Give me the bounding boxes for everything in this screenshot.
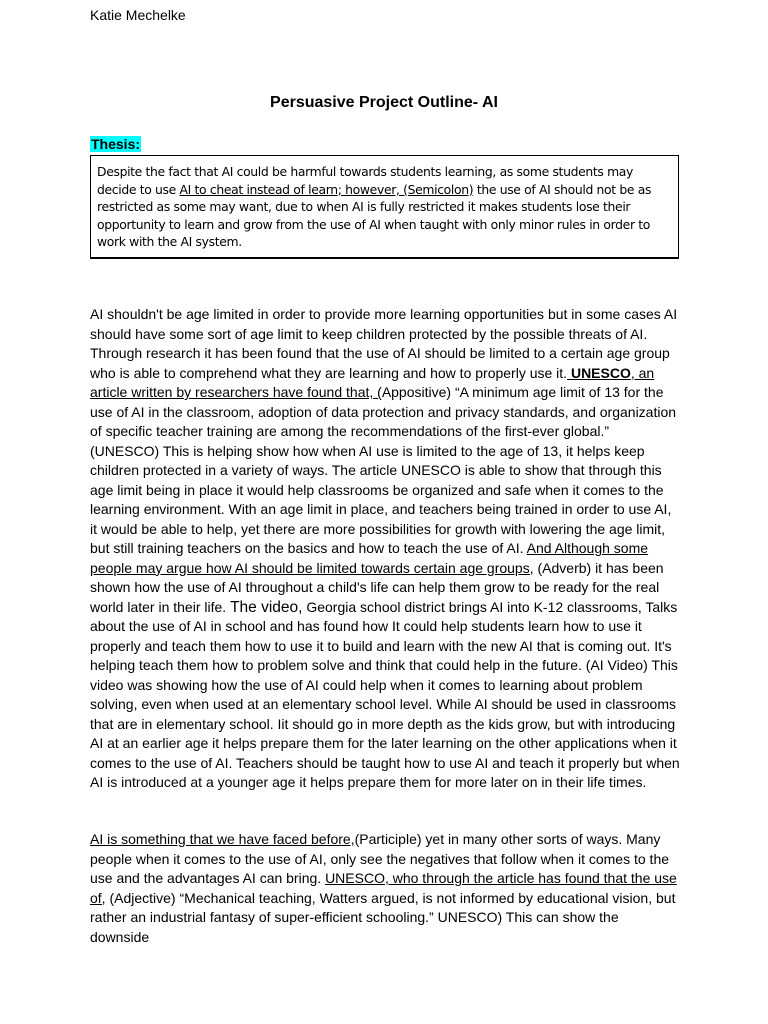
thesis-text: the use of AI should not be as restricted as some may want, due to when AI is fully restricted it makes students lose their opportunity to learn and grow from the use of AI when taught with only minor rules in order to work with the AI system.: [97, 181, 652, 250]
paragraph-text: Appositive) “A minimum age limit of 13 for the use of AI in the classroom, adoption of data protection and privacy standards, and organization of specific teacher training are among the recommendations of the first-ever global.” (UNESCO) This is helping show how when AI use is limited to the age of 13, it helps keep children protected in a variety of ways. The article UNESCO is able to show that through this age limit being in place it would help classrooms be organized and safe when it comes to the learning environment. With an age limit in place, and teachers being trained in order to use AI, it would be able to help, yet there are more possibilities for growth with lowering the age limit, but still training teachers on the basics and how to teach the use of AI.: [90, 384, 677, 556]
underlined-text: UNESCO, who through the article has found that the use of,: [90, 870, 677, 906]
underlined-source: UNESCO: [567, 364, 631, 381]
author-name: Katie Mechelke: [90, 7, 186, 23]
underlined-text: AI is something that we have faced before,: [90, 831, 355, 847]
paragraph-text: (Adverb) it has been shown how the use of AI throughout a child's life can help them grow to be ready for the real world later in their life.: [90, 559, 664, 615]
underlined-text: And Although some people may argue how AI should be limited towards certain age groups,: [90, 540, 649, 576]
thesis-text: Despite the fact that AI could be harmful towards students learning, as some students may decide to use: [97, 164, 634, 197]
paragraph-text: AI shouldn't be age limited in order to provide more learning opportunities but in some cases AI should have some sort of age limit to keep children protected by the possible threats of AI. Through research it has been found that the use of AI should be limited to a certain age group who is able to comprehend what they are learning and how to properly use it.: [90, 306, 678, 381]
page-title: Persuasive Project Outline- AI: [270, 94, 498, 111]
paragraph-text: Georgia school district brings AI into K-12 classrooms, Talks about the use of AI in school and has found how It could help students learn how to use it properly and teach them how to use it to build and learn with the new AI that is coming out. It's helping teach them how to problem solve and think that could help in the future. (AI Video) This video was showing how the use of AI could help when it comes to learning about problem solving, even when used at an elementary school level. While AI should be used in classrooms that are in elementary school. Iit should go in more depth as the kids grow, but with introducing AI at an earlier age it helps prepare them for the later learning on the other applications when it comes to the use of AI. Teachers should be taught how to use AI and teach it properly but when AI is introduced at a younger age it helps prepare them for more later on in their life times.: [90, 598, 680, 790]
body-paragraph-2: [90, 830, 680, 947]
paragraph-text: (Participle) yet in many other sorts of ways. Many people when it comes to the use of AI, only see the negatives that follow when it comes to the use and the advantages AI can bring.: [90, 831, 670, 886]
paragraph-text: (Adjective) “Mechanical teaching, Watters argued, is not informed by educational vision, but rather an industrial fantasy of super-efficient schooling.” UNESCO) This can show the downside: [90, 889, 676, 945]
body-paragraph-1: [90, 305, 680, 793]
thesis-box: [90, 155, 679, 259]
paragraph-text: The video,: [230, 598, 303, 616]
thesis-label: Thesis:: [91, 136, 141, 152]
thesis-underlined-text: AI to cheat instead of learn; however, (Semicolon): [179, 181, 474, 197]
underlined-text: , an article written by researchers have found that, (: [90, 364, 655, 400]
